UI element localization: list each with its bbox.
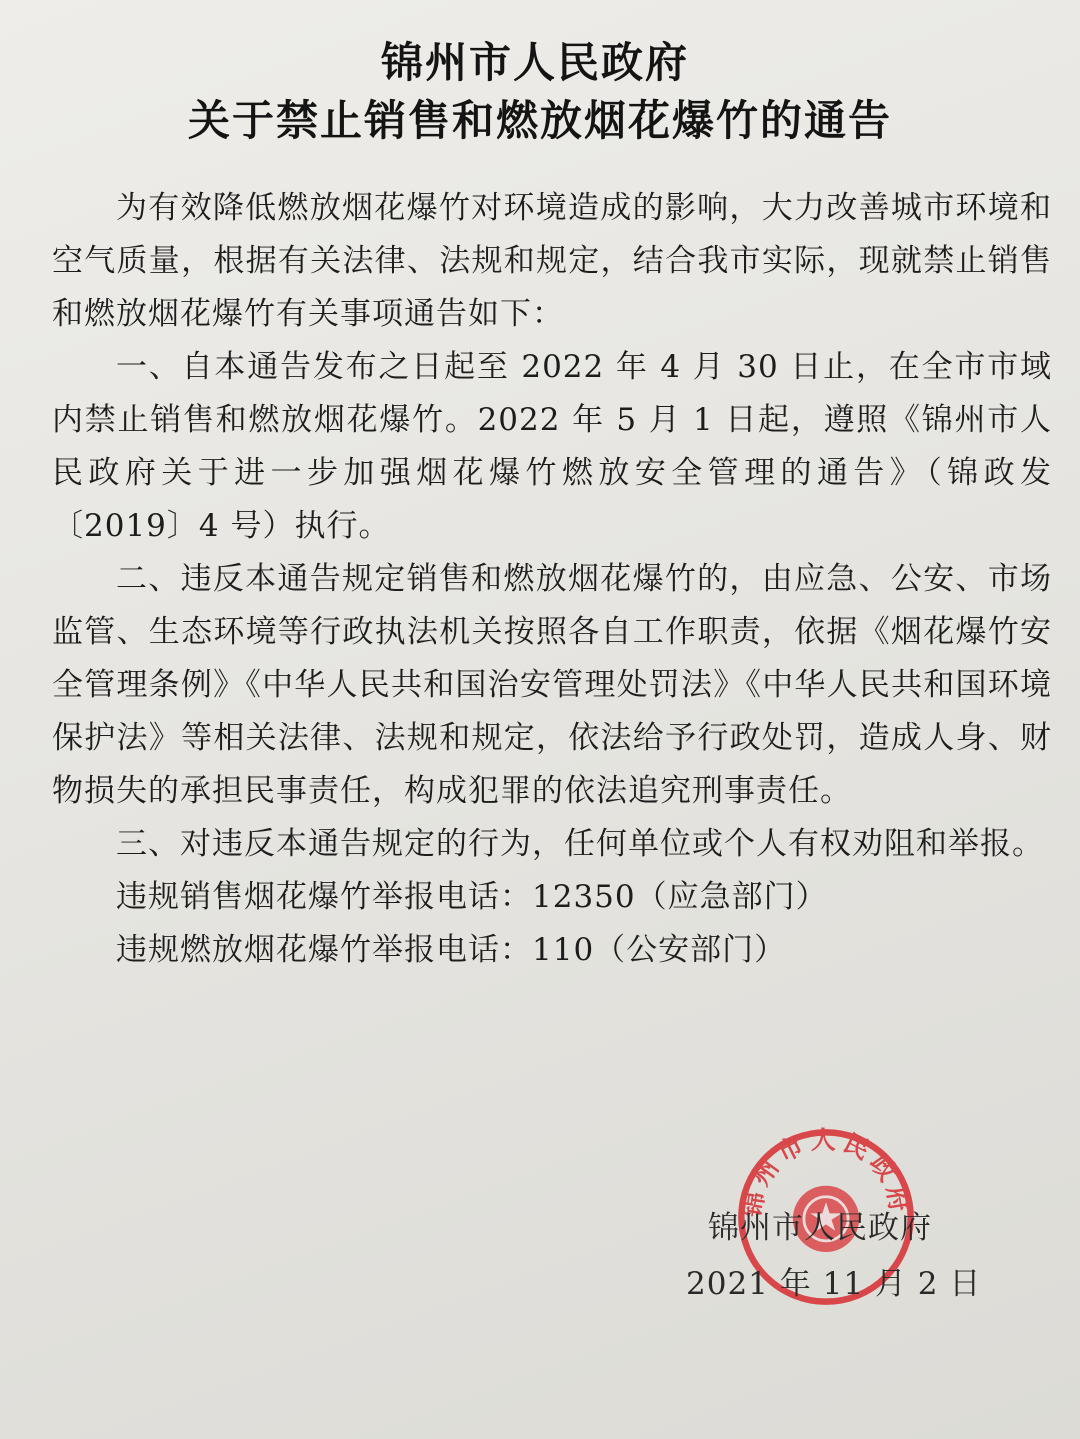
hotline-fireworks: 违规燃放烟花爆竹举报电话：110（公安部门）	[116, 932, 787, 968]
clause-2: 二、违反本通告规定销售和燃放烟花爆竹的，由应急、公安、市场监管、生态环境等行政执法机关按照各自工作职责，依据《烟花爆竹安全管理条例》《中华人民共和国治安管理处罚法》《中华人民共和国环境保护法》等相关法律、法规和规定，依法给予行政处罚，造成人身、财物损失的承担民事责任，构成犯罪的依法追究刑事责任。	[52, 561, 1052, 809]
clause-3: 三、对违反本通告规定的行为，任何单位或个人有权劝阻和举报。	[116, 826, 1044, 862]
signature-block	[686, 1200, 1006, 1312]
title-line-1: 锦州市人民政府	[380, 38, 689, 87]
hotline-sales: 违规销售烟花爆竹举报电话：12350（应急部门）	[116, 879, 828, 915]
title-line-2: 关于禁止销售和燃放烟花爆竹的通告	[187, 96, 892, 145]
clause-1: 一、自本通告发布之日起至 2022 年 4 月 30 日止，在全市市域内禁止销售和燃放烟花爆竹。2022 年 5 月 1 日起，遵照《锦州市人民政府关于进一步加强烟花爆竹燃放安全管理的通告》（锦政发〔2019〕4 号）执行。	[52, 349, 1052, 544]
intro-paragraph: 为有效降低燃放烟花爆竹对环境造成的影响，大力改善城市环境和空气质量，根据有关法律、法规和规定，结合我市实际，现就禁止销售和燃放烟花爆竹有关事项通告如下：	[52, 190, 1052, 332]
document-title	[0, 34, 1080, 150]
signature-organization: 锦州市人民政府	[708, 1210, 932, 1246]
document-body	[52, 182, 1052, 977]
signature-date: 2021 年 11 月 2 日	[686, 1266, 982, 1302]
seal-text: 锦州市人民政府	[737, 1125, 915, 1219]
